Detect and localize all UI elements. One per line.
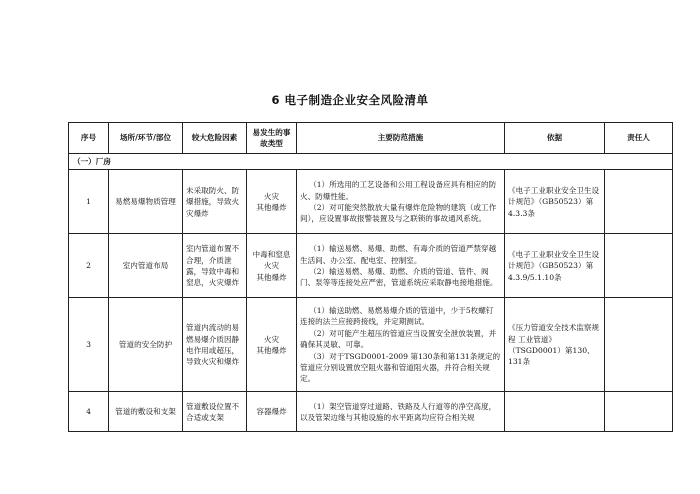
section-row xyxy=(69,154,673,170)
risk-table xyxy=(68,122,673,432)
row-place: 管道的安全防护 xyxy=(109,298,183,392)
measure-item: （2）对可能突然散放大量有爆炸危险物的建筑（或工作间），应设置事故报警装置及与之联锁的事故通风系统。 xyxy=(300,202,497,224)
row-accident xyxy=(247,392,297,432)
page-title: 6 电子制造企业安全风险清单 xyxy=(271,93,429,107)
header-hazard: 较大危险因素 xyxy=(183,123,247,154)
accident-type: 火灾 xyxy=(263,334,280,344)
row-no: 1 xyxy=(69,170,109,234)
row-hazard: 管道敷设位置不合适或支架 xyxy=(183,392,247,432)
row-responsible xyxy=(605,170,673,234)
row-measures xyxy=(297,234,505,298)
row-basis: 《电子工业职业安全卫生设计规范》（GB50523）第4.3.3条 xyxy=(505,170,605,234)
section-label: （一）厂房 xyxy=(69,154,673,170)
row-accident xyxy=(247,170,297,234)
row-hazard: 室内管道布置不合理，介质泄露，导致中毒和窒息，火灾爆炸 xyxy=(183,234,247,298)
measure-item: （3）对于TSGD0001-2009 第130条和第131条规定的管道应分别设置放空阻火器和管道阻火器，并符合相关规定。 xyxy=(300,351,501,384)
header-accident: 易发生的事故类型 xyxy=(247,123,297,154)
table-header-row xyxy=(69,123,673,154)
measure-item: （2）对可能产生超压的管道应当设置安全泄放装置，并确保其灵敏、可靠。 xyxy=(300,328,497,350)
accident-type: 中毒和窒息 xyxy=(252,249,291,259)
header-no: 序号 xyxy=(69,123,109,154)
row-no: 3 xyxy=(69,298,109,392)
row-no: 4 xyxy=(69,392,109,432)
row-accident xyxy=(247,234,297,298)
table-row xyxy=(69,170,673,234)
row-measures xyxy=(297,170,505,234)
accident-type: 其他爆炸 xyxy=(256,345,287,355)
row-basis: 《电子工业职业安全卫生设计规范》（GB50523）第4.3.9/5.1.10条 xyxy=(505,234,605,298)
row-place: 管道的敷设和支架 xyxy=(109,392,183,432)
row-accident xyxy=(247,298,297,392)
table-row xyxy=(69,392,673,432)
measure-item: （1）输送助燃、易燃易爆介质的管道中，少于5枚螺钉连接的法兰应接跨接线，并定期测试。 xyxy=(300,306,494,327)
measure-item: （2）输送易燃、易爆、助燃、介质的管道、管件、阀门、泵等等连接处应严密，管道系统应采取静电接地措施。 xyxy=(300,266,498,288)
header-basis: 依据 xyxy=(505,123,605,154)
row-basis xyxy=(505,392,605,432)
accident-type: 其他爆炸 xyxy=(256,272,287,282)
header-measures: 主要防范措施 xyxy=(297,123,505,154)
row-measures xyxy=(297,392,505,432)
table-row xyxy=(69,298,673,392)
measure-item: （1）架空管道穿过道路、铁路及人行道等的净空高度，以及管架边缘与其他设施的水平距离均应符合相关规 xyxy=(300,401,497,422)
row-basis: 《压力管道安全技术监察规程 工业管道》（TSGD0001）第130、131条 xyxy=(505,298,605,392)
row-place: 易燃易爆物质管理 xyxy=(109,170,183,234)
row-responsible xyxy=(605,298,673,392)
row-responsible xyxy=(605,392,673,432)
accident-type: 容器爆炸 xyxy=(256,407,287,417)
row-measures xyxy=(297,298,505,392)
accident-type: 其他爆炸 xyxy=(256,202,287,212)
row-responsible xyxy=(605,234,673,298)
row-no: 2 xyxy=(69,234,109,298)
header-place: 场所/环节/部位 xyxy=(109,123,183,154)
measure-item: （1）输送易燃、易爆、助燃、有毒介质的管道严禁穿越生活间、办公室、配电室、控制室。 xyxy=(300,244,497,265)
row-place: 室内管道布局 xyxy=(109,234,183,298)
header-responsible: 责任人 xyxy=(605,123,673,154)
row-hazard: 管道内流动的易燃易爆介质因静电作用或超压，导致火灾和爆炸 xyxy=(183,298,247,392)
table-row xyxy=(69,234,673,298)
accident-type: 火灾 xyxy=(263,191,280,201)
accident-type: 火灾 xyxy=(263,261,280,271)
measure-item: （1）所选用的工艺设备和公用工程设备应具有相应的防火、防爆性能。 xyxy=(300,180,497,201)
row-hazard: 未采取防火、防爆措施，导致火灾爆炸 xyxy=(183,170,247,234)
